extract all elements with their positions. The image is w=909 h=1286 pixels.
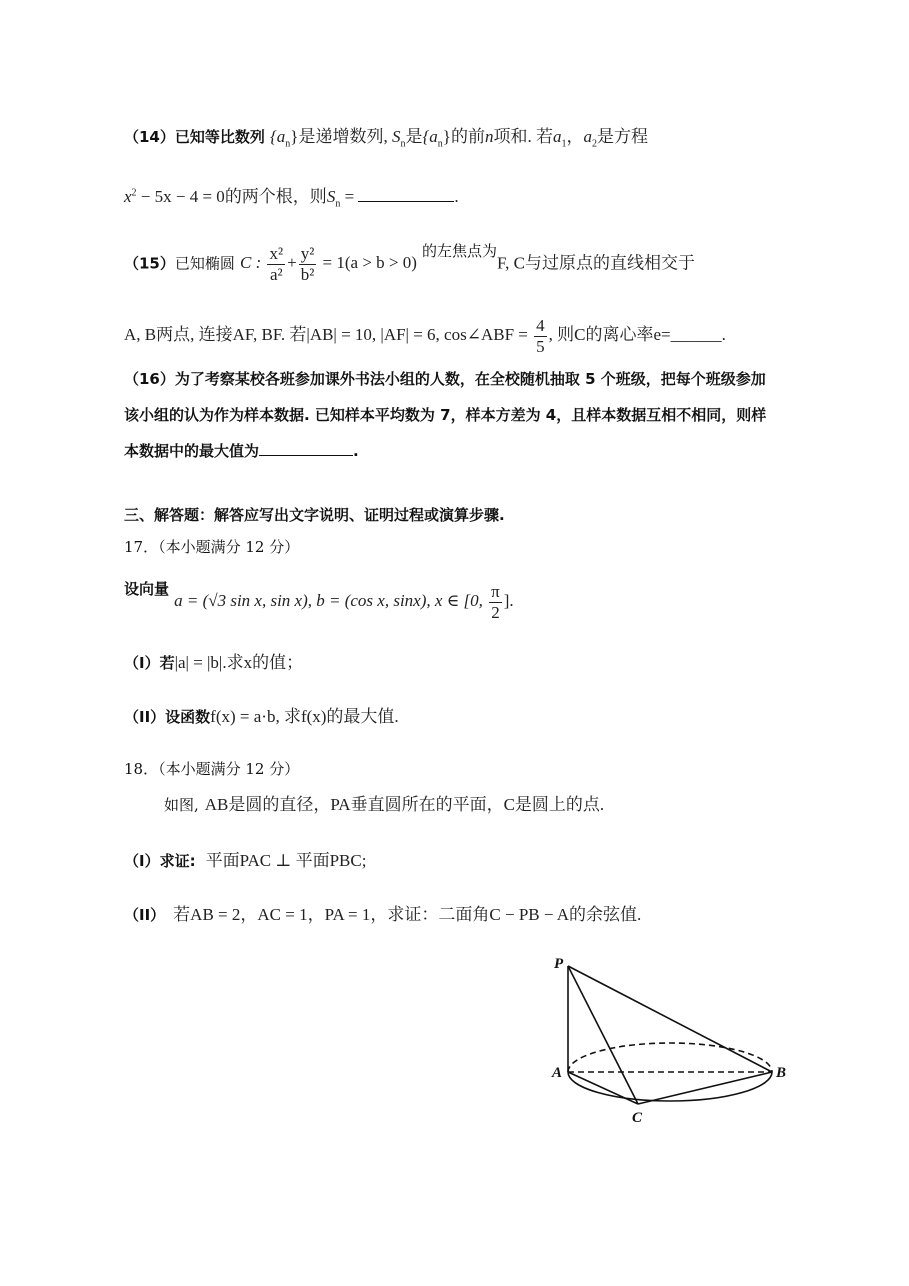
fraction-pi-2: $\frac{\pi}{2}$ [491,582,500,622]
label-p: P [554,956,564,972]
q14-number: （14） [124,128,175,146]
label-a: A [552,1065,563,1081]
fraction-x2-a2: $\frac{\text{x²}}{\text{a²}}$ [269,244,284,284]
geometry-figure [540,950,800,1130]
q15-line2: A, B两点, 连接AF, BF. 若|AB| = 10, |AF| = 6, cos∠ABF = $\frac{4}{5}$ , 则C的离心率e=______. [124,316,726,356]
q14-line1 [124,128,648,149]
circle-back-arc [568,1043,772,1072]
q16-line2: 该小组的认为作为样本数据. 已知样本平均数为 7，样本方差为 4，且样本数据互相不相同，则样 [124,406,767,424]
q18-lead: 如图, AB是圆的直径，PA垂直圆所在的平面，C是圆上的点. [164,795,605,814]
q16-line1: （16）为了考察某校各班参加课外书法小组的人数，在全校随机抽取 5 个班级，把每个班级参加 [124,370,766,388]
fraction-4-5: $\frac{4}{5}$ [536,316,545,356]
q17-part2: （II）设函数f(x) = a·b, 求f(x)的最大值. [124,707,399,726]
section-3-title: 三、解答题：解答应写出文字说明、证明过程或演算步骤. [124,506,505,524]
q16-line3: 本数据中的最大值为 . [124,442,359,460]
q16-answer-blank [259,455,353,456]
q18-part1: （I）求证: 平面PAC ⊥ 平面PBC; [124,851,367,870]
q17-part1: （I）若|a| = |b|.求x的值； [124,653,304,672]
q15-line1: （15）已知椭圆 C : $\frac{\text{x²}}{\text{a²}}$ + $\frac{\text{y²}}{\text{b²}}$ = 1(a > b > 0) 的左焦点为F, C与过原点的直线相交于 [124,242,695,284]
fraction-y2-b2: $\frac{\text{y²}}{\text{b²}}$ [300,244,315,284]
q17-header: 17．（本小题满分 12 分） [124,538,300,556]
label-c: C [632,1110,643,1126]
q14-answer-blank [358,201,454,202]
q14-line2: $x^2 - 5x - 4 = 0$的两个根，则$S_n$ = . [124,187,459,210]
q14-lead: 已知等比数列 [174,128,265,146]
label-b: B [776,1065,787,1081]
q15-answer-blank: ______ [670,324,722,344]
q15-number: （15） [124,254,175,273]
q18-header: 18．（本小题满分 12 分） [124,760,300,778]
q17-vectors: 设向量 a = (√3 sin x, sin x), b = (cos x, sinx), x ∈ [0, $\frac{\pi}{2}$ ]. [124,580,514,622]
q15-ellipse-equation: C : $\frac{\text{x²}}{\text{a²}}$ + $\frac{\text{y²}}{\text{b²}}$ = 1(a > b > 0) [239,244,417,284]
q14-statement: $\{a_n\}$是递增数列, $S_n$是$\{a_n\}$的前n项和. 若$a_1$，$a_2$是方程 [269,127,648,150]
segment-pb [568,966,772,1072]
q15-lead: 已知椭圆 [174,254,235,273]
q18-part2: （II） 若AB = 2，AC = 1，PA = 1，求证：二面角C − PB − A的余弦值. [124,905,642,924]
segment-pc [568,966,638,1104]
segment-ac [568,1072,638,1104]
